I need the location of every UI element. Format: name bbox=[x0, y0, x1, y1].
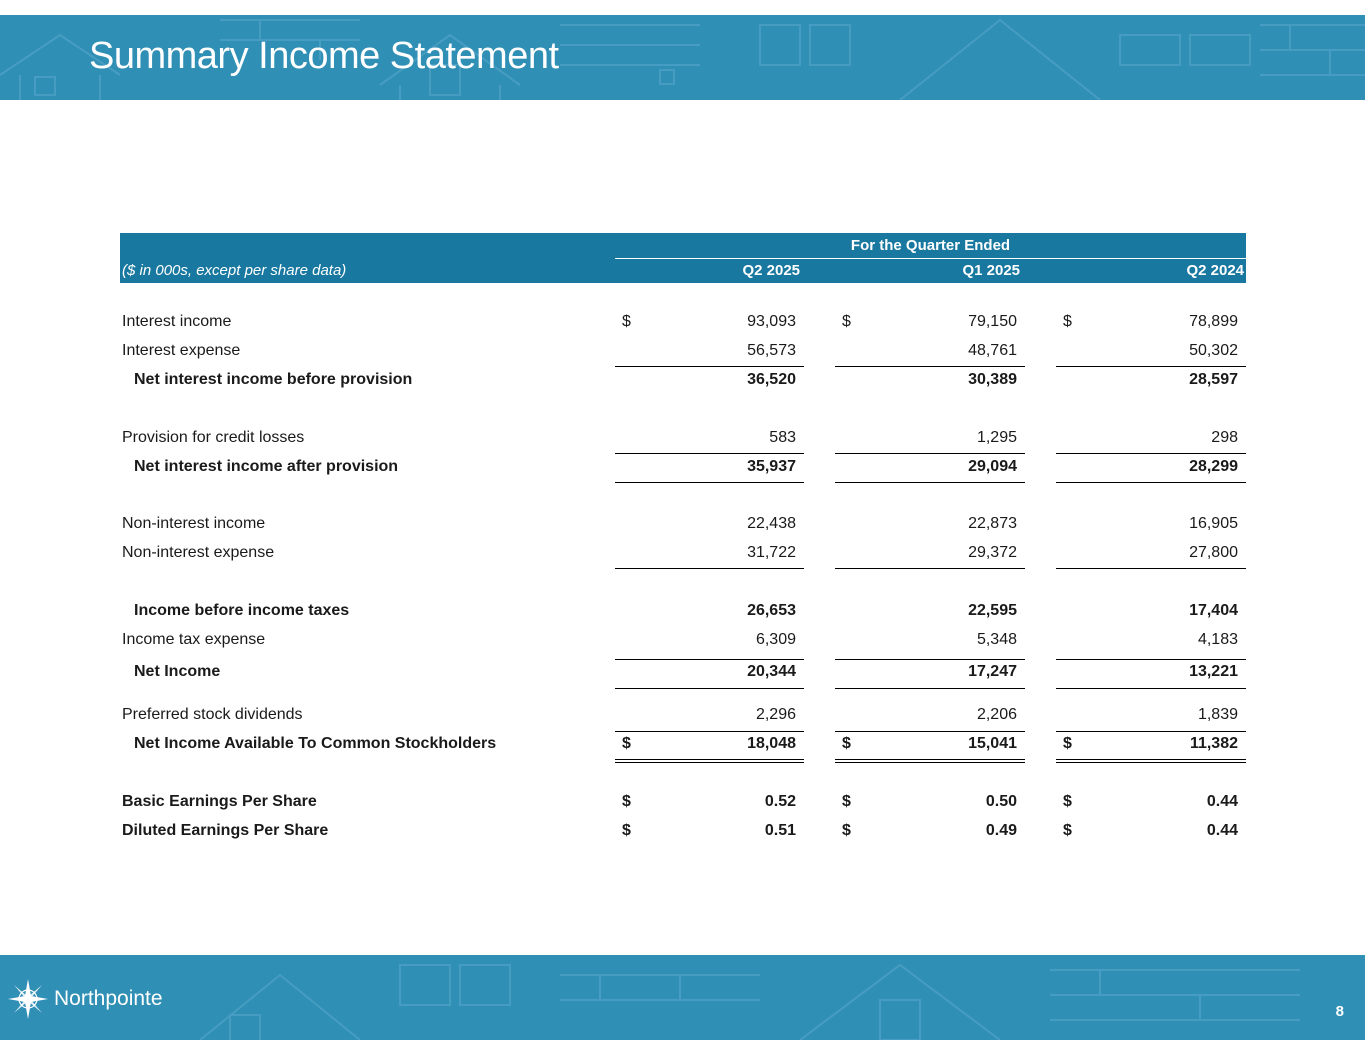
page-title: Summary Income Statement bbox=[89, 35, 559, 77]
cell-value: 22,438 bbox=[747, 515, 796, 532]
row-label: Preferred stock dividends bbox=[122, 706, 303, 723]
cell-value: 1,295 bbox=[976, 429, 1017, 446]
cell-value: 0.44 bbox=[1206, 822, 1238, 839]
cell-value: 29,372 bbox=[968, 544, 1017, 561]
cell-value: 17,247 bbox=[968, 663, 1017, 680]
footer-band bbox=[0, 955, 1365, 1040]
table-row bbox=[0, 706, 1365, 728]
cell-value: 79,150 bbox=[968, 313, 1017, 330]
column-rule bbox=[1056, 731, 1246, 732]
row-label: Net interest income after provision bbox=[134, 458, 399, 475]
currency-symbol: $ bbox=[622, 313, 631, 330]
cell-value: 2,296 bbox=[755, 706, 796, 723]
table-row bbox=[0, 313, 1365, 335]
cell-value: 13,221 bbox=[1189, 663, 1238, 680]
cell-value: 298 bbox=[1211, 429, 1238, 446]
title-band bbox=[0, 15, 1365, 100]
currency-symbol: $ bbox=[1063, 313, 1072, 330]
cell-value: 0.51 bbox=[764, 822, 796, 839]
row-label: Income tax expense bbox=[122, 631, 266, 648]
compass-star-icon bbox=[8, 979, 48, 1019]
column-rule bbox=[1056, 453, 1246, 454]
row-label: Net interest income before provision bbox=[134, 371, 413, 388]
header-divider bbox=[615, 258, 1246, 259]
table-row bbox=[0, 735, 1365, 757]
column-rule bbox=[1056, 568, 1246, 569]
column-rule bbox=[615, 688, 804, 689]
cell-value: 28,597 bbox=[1189, 371, 1238, 388]
table-row bbox=[0, 371, 1365, 393]
house-pattern-background bbox=[0, 955, 1365, 1040]
cell-value: 11,382 bbox=[1189, 735, 1238, 752]
column-rule bbox=[835, 453, 1025, 454]
cell-value: 0.49 bbox=[985, 822, 1017, 839]
column-rule bbox=[1056, 659, 1246, 660]
column-rule bbox=[1056, 688, 1246, 689]
column-rule bbox=[615, 759, 804, 760]
column-rule bbox=[1056, 366, 1246, 367]
row-label: Interest expense bbox=[122, 342, 241, 359]
cell-value: 16,905 bbox=[1189, 515, 1238, 532]
column-rule bbox=[835, 759, 1025, 760]
currency-symbol: $ bbox=[622, 735, 631, 752]
row-label: Non-interest income bbox=[122, 515, 266, 532]
column-rule bbox=[615, 482, 804, 483]
page-number: 8 bbox=[1335, 1003, 1344, 1020]
cell-value: 28,299 bbox=[1189, 458, 1238, 475]
table-row bbox=[0, 429, 1365, 451]
row-label: Provision for credit losses bbox=[122, 429, 305, 446]
cell-value: 17,404 bbox=[1189, 602, 1238, 619]
table-row bbox=[0, 793, 1365, 815]
column-rule bbox=[1056, 759, 1246, 760]
row-label: Interest income bbox=[122, 313, 232, 330]
cell-value: 2,206 bbox=[976, 706, 1017, 723]
column-rule bbox=[835, 762, 1025, 763]
currency-symbol: $ bbox=[1063, 793, 1072, 810]
column-rule bbox=[615, 731, 804, 732]
cell-value: 0.44 bbox=[1206, 793, 1238, 810]
column-rule bbox=[615, 366, 804, 367]
table-row bbox=[0, 631, 1365, 653]
table-row bbox=[0, 515, 1365, 537]
cell-value: 583 bbox=[769, 429, 796, 446]
column-rule bbox=[835, 659, 1025, 660]
column-rule bbox=[615, 659, 804, 660]
currency-symbol: $ bbox=[1063, 822, 1072, 839]
cell-value: 78,899 bbox=[1189, 313, 1238, 330]
cell-value: 0.52 bbox=[764, 793, 796, 810]
column-header-q2-2024: Q2 2024 bbox=[1186, 262, 1244, 279]
currency-symbol: $ bbox=[1063, 735, 1072, 752]
cell-value: 20,344 bbox=[747, 663, 796, 680]
row-label: Income before income taxes bbox=[134, 602, 350, 619]
row-label: Net Income bbox=[134, 663, 221, 680]
cell-value: 0.50 bbox=[985, 793, 1017, 810]
cell-value: 15,041 bbox=[968, 735, 1017, 752]
currency-symbol: $ bbox=[622, 793, 631, 810]
column-rule bbox=[1056, 482, 1246, 483]
row-label: Net Income Available To Common Stockholders bbox=[134, 735, 497, 752]
column-rule bbox=[835, 731, 1025, 732]
table-row bbox=[0, 458, 1365, 480]
table-row bbox=[0, 602, 1365, 624]
column-rule bbox=[1056, 762, 1246, 763]
column-rule bbox=[615, 568, 804, 569]
period-group-heading: For the Quarter Ended bbox=[850, 237, 1011, 254]
column-rule bbox=[615, 762, 804, 763]
cell-value: 26,653 bbox=[747, 602, 796, 619]
column-header-q2-2025: Q2 2025 bbox=[742, 262, 800, 279]
column-header-q1-2025: Q1 2025 bbox=[962, 262, 1020, 279]
currency-symbol: $ bbox=[842, 735, 851, 752]
cell-value: 48,761 bbox=[968, 342, 1017, 359]
column-rule bbox=[615, 453, 804, 454]
cell-value: 30,389 bbox=[968, 371, 1017, 388]
cell-value: 22,595 bbox=[968, 602, 1017, 619]
cell-value: 36,520 bbox=[747, 371, 796, 388]
logo-text: Northpointe bbox=[54, 987, 163, 1010]
cell-value: 18,048 bbox=[747, 735, 796, 752]
cell-value: 93,093 bbox=[747, 313, 796, 330]
column-rule bbox=[835, 482, 1025, 483]
table-row bbox=[0, 544, 1365, 566]
cell-value: 35,937 bbox=[747, 458, 796, 475]
company-logo bbox=[8, 979, 163, 1019]
currency-symbol: $ bbox=[622, 822, 631, 839]
currency-symbol: $ bbox=[842, 313, 851, 330]
units-note: ($ in 000s, except per share data) bbox=[122, 262, 347, 279]
cell-value: 22,873 bbox=[968, 515, 1017, 532]
row-label: Basic Earnings Per Share bbox=[122, 793, 317, 810]
table-row bbox=[0, 342, 1365, 364]
cell-value: 1,839 bbox=[1197, 706, 1238, 723]
column-rule bbox=[835, 568, 1025, 569]
currency-symbol: $ bbox=[842, 793, 851, 810]
table-row bbox=[0, 822, 1365, 844]
cell-value: 5,348 bbox=[976, 631, 1017, 648]
cell-value: 6,309 bbox=[755, 631, 796, 648]
cell-value: 31,722 bbox=[747, 544, 796, 561]
cell-value: 50,302 bbox=[1189, 342, 1238, 359]
currency-symbol: $ bbox=[842, 822, 851, 839]
cell-value: 29,094 bbox=[968, 458, 1017, 475]
cell-value: 4,183 bbox=[1197, 631, 1238, 648]
cell-value: 56,573 bbox=[747, 342, 796, 359]
cell-value: 27,800 bbox=[1189, 544, 1238, 561]
row-label: Diluted Earnings Per Share bbox=[122, 822, 329, 839]
row-label: Non-interest expense bbox=[122, 544, 275, 561]
table-row bbox=[0, 663, 1365, 685]
column-rule bbox=[835, 366, 1025, 367]
column-rule bbox=[835, 688, 1025, 689]
